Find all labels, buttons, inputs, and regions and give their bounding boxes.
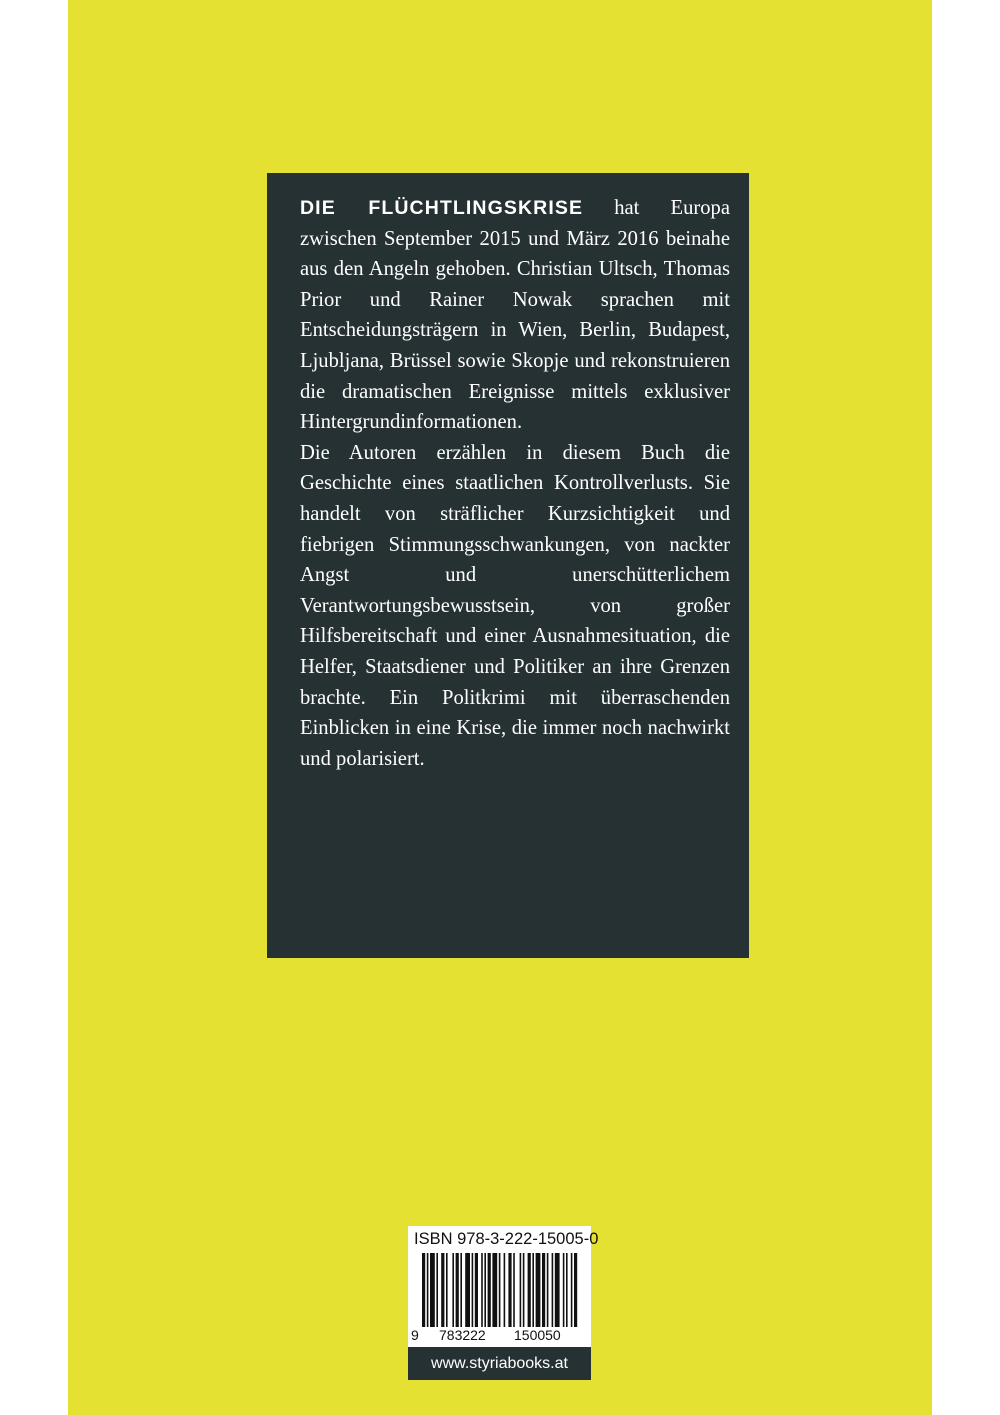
barcode-bar bbox=[481, 1253, 483, 1327]
barcode-bar bbox=[452, 1253, 454, 1327]
barcode-bar bbox=[571, 1253, 573, 1327]
barcode-bar bbox=[465, 1253, 470, 1327]
barcode-bar bbox=[513, 1253, 515, 1327]
barcode-bar bbox=[499, 1253, 501, 1327]
publisher-url: www.styriabooks.at bbox=[408, 1347, 591, 1380]
barcode-bar bbox=[427, 1253, 429, 1327]
barcode-bar bbox=[523, 1253, 525, 1327]
barcode-digits-group-2: 150050 bbox=[510, 1327, 565, 1343]
barcode-bar bbox=[492, 1253, 497, 1327]
barcode-bar bbox=[430, 1253, 435, 1327]
blurb-paragraph-1 bbox=[300, 193, 730, 438]
barcode-bar bbox=[446, 1253, 448, 1327]
barcode-bar bbox=[484, 1253, 486, 1327]
barcode-bar bbox=[536, 1253, 541, 1327]
barcode-digit-first: 9 bbox=[411, 1327, 419, 1343]
barcode-digits-group-1: 783222 bbox=[435, 1327, 490, 1343]
barcode-bar bbox=[460, 1253, 462, 1327]
barcode-bar bbox=[542, 1253, 545, 1327]
barcode-box bbox=[408, 1226, 599, 1347]
barcode-bar bbox=[472, 1253, 474, 1327]
barcode-bar bbox=[547, 1253, 549, 1327]
barcode-image bbox=[408, 1253, 591, 1331]
blurb-paragraph-2: Die Autoren erzählen in diesem Buch die Geschichte eines staatlichen Kontrollverlusts. Sie handelt von sträflicher Kurzsichtigkeit und fiebrigen Stimmungsschwankungen, von nackter Angst und unerschütterlichem Verantwortungsbewusstsein, von großer Hilfsbereitschaft und einer Ausnahmesituation, die Helfer, Staatsdiener und Politiker an ihre Grenzen brachte. Ein Politkrimi mit überraschenden Einblicken in eine Krise, die immer noch nachwirkt und polarisiert. bbox=[300, 441, 730, 770]
barcode-bar bbox=[566, 1253, 568, 1327]
isbn-label: ISBN 978-3-222-15005-0 bbox=[414, 1230, 599, 1248]
barcode-bar bbox=[520, 1253, 522, 1327]
barcode-bar bbox=[422, 1253, 425, 1327]
barcode-bar bbox=[436, 1253, 438, 1327]
barcode-bar bbox=[574, 1253, 577, 1327]
barcode-bar bbox=[456, 1253, 459, 1327]
blurb-box bbox=[267, 173, 749, 958]
barcode-bar bbox=[555, 1253, 560, 1327]
barcode-bar bbox=[475, 1253, 478, 1327]
barcode-bar bbox=[552, 1253, 554, 1327]
barcode-bar bbox=[508, 1253, 511, 1327]
barcode-bar bbox=[504, 1253, 506, 1327]
blurb-paragraph-1-text: hat Europa zwischen September 2015 und März 2016 beinahe aus den Angeln gehoben. Christian Ultsch, Thomas Prior und Rainer Nowak sprachen mit Entscheidungsträgern in Wien, Berlin, Budapest, Ljubljana, Brüssel sowie Skopje und rekonstruieren die dramatischen Ereignisse mittels exklusiver Hintergrundinformationen. bbox=[300, 197, 730, 434]
blurb-lead-heading: DIE FLÜCHTLINGSKRISE bbox=[300, 197, 584, 219]
barcode-bar bbox=[488, 1253, 491, 1327]
barcode-bar bbox=[441, 1253, 444, 1327]
barcode-bar bbox=[528, 1253, 531, 1327]
barcode-bar bbox=[563, 1253, 565, 1327]
barcode-bar bbox=[532, 1253, 534, 1327]
